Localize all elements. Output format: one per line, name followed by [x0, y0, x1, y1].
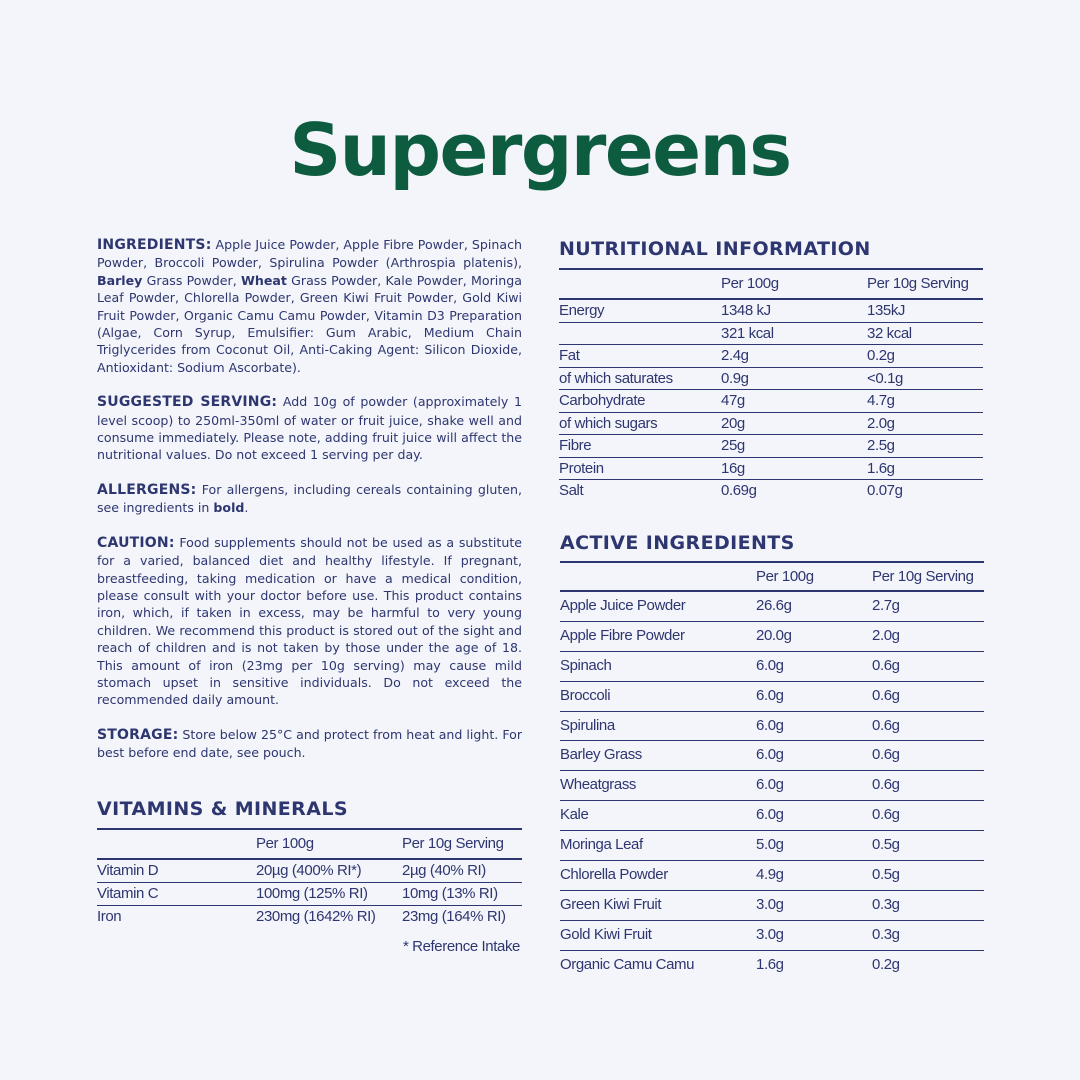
active-cell: 4.9g — [756, 866, 784, 884]
active-cell: 3.0g — [756, 925, 784, 943]
active-cell: 20.0g — [756, 626, 792, 644]
active-cell: 26.6g — [756, 597, 792, 614]
active-cell: 0.5g — [872, 836, 900, 854]
active-row — [560, 682, 984, 712]
active-cell: 0.6g — [872, 656, 900, 674]
active-cell: Kale — [560, 806, 589, 824]
vitamins-cell: Vitamin C — [97, 885, 159, 902]
allergens-label: ALLERGENS: — [97, 481, 197, 498]
vitamins-row — [97, 860, 522, 883]
active-cell: Gold Kiwi Fruit — [560, 925, 652, 943]
vitamins-cell: 20µg (400% RI*) — [256, 862, 362, 879]
nutrition-cell — [559, 323, 721, 345]
active-title: ACTIVE INGREDIENTS — [560, 532, 795, 554]
active-row — [560, 831, 984, 861]
active-row — [560, 891, 984, 921]
active-table — [560, 561, 984, 980]
nutrition-row — [559, 345, 983, 368]
active-cell: 0.6g — [872, 716, 900, 734]
active-cell: 0.3g — [872, 925, 900, 943]
active-row — [560, 771, 984, 801]
active-row — [560, 652, 984, 682]
nutrition-header-cell: Per 100g — [721, 275, 779, 292]
active-cell: 0.6g — [872, 746, 900, 764]
allergens-paragraph — [97, 481, 522, 517]
allergens-bold-word: bold — [213, 500, 245, 516]
active-cell: Apple Juice Powder — [560, 597, 686, 614]
nutrition-cell: <0.1g — [867, 369, 903, 387]
active-cell: Broccoli — [560, 686, 611, 704]
nutrition-row — [559, 480, 983, 502]
nutrition-cell: 0.9g — [721, 369, 749, 387]
vitamins-cell: 10mg (13% RI) — [402, 885, 498, 902]
nutrition-cell: of which sugars — [559, 414, 658, 432]
nutrition-cell: 0.07g — [867, 482, 903, 499]
ingredients-label: INGREDIENTS: — [97, 237, 212, 253]
nutrition-row — [559, 390, 983, 413]
vitamins-cell: Iron — [97, 908, 122, 925]
vitamins-cell: Vitamin D — [97, 862, 159, 879]
allergens-end: . — [244, 500, 249, 516]
nutrition-header-row — [559, 268, 983, 300]
active-cell: 6.0g — [756, 656, 784, 674]
nutrition-cell: 32 kcal — [867, 324, 912, 342]
storage-text: Store below 25°C and protect from heat and light. For best before end date, see pouch. — [97, 726, 522, 761]
nutrition-title: NUTRITIONAL INFORMATION — [559, 238, 871, 260]
vitamins-title: VITAMINS & MINERALS — [97, 798, 348, 820]
storage-label: STORAGE: — [97, 726, 179, 743]
vitamins-header-cell: Per 10g Serving — [402, 835, 504, 852]
active-cell: 6.0g — [756, 686, 784, 704]
nutrition-cell: 1.6g — [867, 459, 895, 477]
active-cell: Apple Fibre Powder — [560, 626, 685, 644]
page-title: Supergreens — [289, 108, 791, 192]
active-cell: 0.5g — [872, 866, 900, 884]
nutrition-cell: 20g — [721, 414, 745, 432]
nutrition-cell: 16g — [721, 459, 745, 477]
active-cell: 2.0g — [872, 626, 900, 644]
vitamins-row — [97, 906, 522, 928]
nutrition-row — [559, 368, 983, 391]
active-row — [560, 712, 984, 742]
active-header-cell — [560, 563, 756, 590]
active-row — [560, 592, 984, 622]
ingredients-bold-wheat: Wheat — [240, 272, 287, 288]
active-cell: Organic Camu Camu — [560, 955, 695, 973]
ingredients-bold-barley: Barley — [97, 272, 143, 288]
active-cell: 1.6g — [756, 955, 784, 973]
vitamins-cell: 2µg (40% RI) — [402, 862, 486, 879]
active-cell: 6.0g — [756, 776, 784, 794]
active-cell: 0.2g — [872, 955, 900, 973]
nutrition-row — [559, 435, 983, 458]
caution-label: CAUTION: — [97, 534, 175, 551]
caution-paragraph — [97, 534, 522, 709]
nutrition-cell: of which saturates — [559, 369, 673, 387]
ingredients-text-1: Apple Juice Powder, Apple Fibre Powder, Spinach Powder, Broccoli Powder, Spirulina Powder (Arthrospia platenis), — [97, 237, 522, 271]
suggested-serving-paragraph — [97, 393, 522, 464]
nutrition-header-cell: Per 10g Serving — [867, 275, 969, 292]
ingredients-text-2: Grass Powder, — [142, 272, 241, 288]
nutrition-cell: 1348 kJ — [721, 302, 771, 319]
active-row — [560, 801, 984, 831]
active-cell: Green Kiwi Fruit — [560, 895, 662, 913]
nutrition-cell: 135kJ — [867, 302, 906, 319]
nutrition-cell: 25g — [721, 437, 745, 454]
active-cell: Spinach — [560, 656, 612, 674]
vitamins-row — [97, 883, 522, 906]
nutrition-row — [559, 458, 983, 481]
reference-intake-footnote: * Reference Intake — [402, 938, 520, 955]
active-cell: Wheatgrass — [560, 776, 637, 794]
ingredients-paragraph — [97, 236, 522, 376]
nutrition-cell: Carbohydrate — [559, 392, 646, 409]
nutrition-cell: 0.2g — [867, 347, 895, 364]
active-cell: Spirulina — [560, 716, 615, 734]
active-row — [560, 622, 984, 652]
active-cell: 0.6g — [872, 806, 900, 824]
nutrition-header-cell — [559, 270, 721, 298]
active-cell: 0.6g — [872, 776, 900, 794]
active-row — [560, 861, 984, 891]
vitamins-header-row — [97, 828, 522, 860]
vitamins-cell: 230mg (1642% RI) — [256, 908, 376, 925]
vitamins-cell: 23mg (164% RI) — [402, 908, 506, 925]
ingredients-text-3: Grass Powder, Kale Powder, Moringa Leaf Powder, Chlorella Powder, Green Kiwi Fruit Powder, Gold Kiwi Fruit Powder, Organic Camu Camu Powder, Vitamin D3 Preparation (Algae, Corn Syrup, Emulsifier: Gum Arabic, Medium Chain Triglycerides from Coconut Oil, Anti-Caking Agent: Silicon Dioxide, Antioxidant: Sodium Ascorbate). — [97, 272, 522, 375]
nutrition-cell: 4.7g — [867, 392, 895, 409]
active-cell: Chlorella Powder — [560, 866, 668, 884]
active-cell: 6.0g — [756, 806, 784, 824]
suggested-serving-label: SUGGESTED SERVING: — [97, 394, 278, 411]
nutrition-row — [559, 300, 983, 323]
allergens-text: For allergens, including cereals containing gluten, see ingredients in — [97, 481, 522, 516]
vitamins-header-cell: Per 100g — [256, 835, 314, 852]
active-cell: 2.7g — [872, 597, 900, 614]
suggested-serving-text: Add 10g of powder (approximately 1 level scoop) to 250ml-350ml of water or fruit juice, shake well and consume immediately. Please note, adding fruit juice will affect the nutritional values. Do not exceed 1 serving per day. — [97, 394, 522, 463]
active-row — [560, 951, 984, 980]
vitamins-table — [97, 828, 522, 928]
active-row — [560, 921, 984, 951]
active-cell: 3.0g — [756, 895, 784, 913]
left-column — [97, 236, 522, 779]
nutrition-table — [559, 268, 983, 502]
nutrition-cell: Salt — [559, 482, 584, 499]
nutrition-cell: 321 kcal — [721, 324, 774, 342]
nutrition-cell: Protein — [559, 459, 604, 477]
active-header-cell: Per 100g — [756, 568, 814, 585]
active-cell: 6.0g — [756, 746, 784, 764]
vitamins-cell: 100mg (125% RI) — [256, 885, 368, 902]
nutrition-cell: Fibre — [559, 437, 592, 454]
active-header-cell: Per 10g Serving — [872, 568, 974, 585]
nutrition-row — [559, 413, 983, 436]
caution-text: Food supplements should not be used as a substitute for a varied, balanced diet and healthy lifestyle. If pregnant, breastfeeding, taking medication or have a medical condition, please consult with your doctor before use. This product contains iron, which, if taken in excess, may be harmful to very young children. We recommend this product is stored out of the sight and reach of children and is not taken by those under the age of 18. This amount of iron (23mg per 10g serving) may cause mild stomach upset in sensitive individuals. Do not exceed the recommended daily amount. — [97, 534, 522, 708]
nutrition-cell: Fat — [559, 347, 580, 364]
nutrition-cell: 47g — [721, 392, 745, 409]
nutrition-cell: 2.4g — [721, 347, 749, 364]
active-cell: Moringa Leaf — [560, 836, 643, 854]
active-row — [560, 741, 984, 771]
active-cell: 6.0g — [756, 716, 784, 734]
active-cell: 5.0g — [756, 836, 784, 854]
nutrition-cell: Energy — [559, 302, 605, 319]
vitamins-header-cell — [97, 830, 256, 858]
nutrition-cell: 2.0g — [867, 414, 895, 432]
nutrition-cell: 2.5g — [867, 437, 895, 454]
nutrition-row — [559, 323, 983, 346]
active-cell: 0.6g — [872, 686, 900, 704]
active-header-row — [560, 561, 984, 592]
nutrition-cell: 0.69g — [721, 482, 757, 499]
storage-paragraph — [97, 726, 522, 762]
active-cell: 0.3g — [872, 895, 900, 913]
active-cell: Barley Grass — [560, 746, 642, 764]
